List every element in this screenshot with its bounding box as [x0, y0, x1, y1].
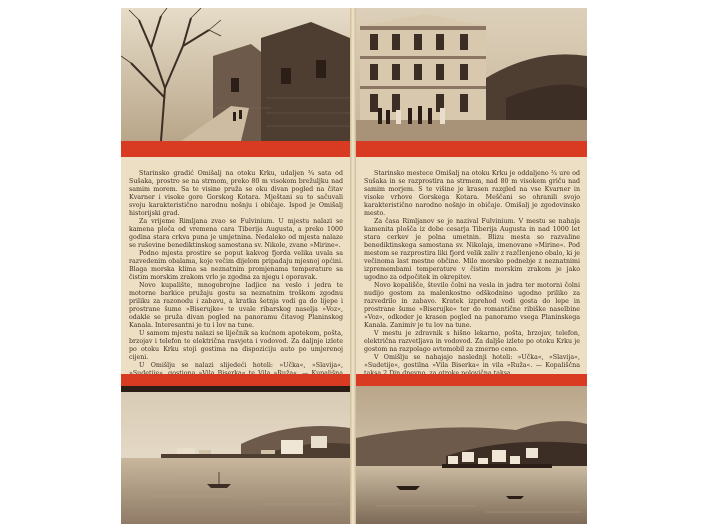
right-paragraph: V mestu je zdravnik s hišno lekarno, pošta, brzojav, telefon, električna razvetljava in vodovod. Za daljše izlete po otoku Krku je gostom na razpolago avtomobil za zmerno ceno. [364, 330, 580, 353]
left-paragraph: Starinsko gradić Omišalj na otoku Krku, udaljen ¾ sata od Sušaka, prostro se na strmom, preko 80 m visokom brežuljku nad samim morem. Sa te visine pruža se oku divan pogled na čitav Kvarner i visoke gore Gorskog Kotara. Mještani su to sačuvali svoju karakteristično narodnu nošnju i običaje. Ispod je Omišalj historijski grad. [129, 170, 343, 217]
left-paragraph: Za vrijeme Rimljana zvao se Fulvinium. U mjestu nalazi se kamena ploča od vremena cara Tiberija Augusta, a preko 1000 godina stara crkva puna je umjetnina. Nedaleko od mjesta nalaze se ruševine benediktinskog samostana sv. Nikole, zvane »Mirine«. [129, 218, 343, 249]
photo-hotel-building [356, 8, 587, 141]
left-paragraph: U Omišlju se nalazi slijedeći hoteli: »Učka«, »Slavija«, [139, 362, 343, 369]
left-text-block [129, 170, 343, 402]
red-band-top [121, 141, 350, 157]
right-paragraph: V Omišlju se nahajajo naslednji hoteli: »Učka«, »Slavija«, »Sudetije«, gostilna »Vila Biserka« in vila »Ruža«. — Kopališčna [364, 354, 580, 369]
right-paragraph: Novo kopališče, število čolni na vesla in jadra ter motorni čolni nudijo gostom za malenkostno odškodnino ugodno priliko za razvedrilo in zabavo. Kratek izprehod vodi gosta do lepe in prostrane šume »Biserujke« ter do romantične ribiške naselbine »Voz«, odkoder je krasen pogled na panoramo vsega Planinskega Kanala. Zanimiv je tu lov na tune. [364, 282, 580, 329]
red-band-top [356, 141, 587, 157]
red-band-bottom [356, 374, 587, 386]
right-paragraph: Starinsko mestece Omišalj na otoku Krku je oddaljeno ¾ ure od Sušaka in se razprostira na strmem, nad 80 m visokem griču nad samim morjem. S te višine je krasen razgled na vse Kvarner in visoke vrhove Gorskega Kotara. Meščani so ohranili svojo karakteristično narodno nošnjo in običaje. Omišalj je zgodovinsko mesto. [364, 170, 580, 217]
photo-old-town-street [121, 8, 350, 141]
left-paragraph: Podno mjesta prostire se poput kakvog fjorda velika uvala sa razvedenim obalama, koje večim dijelom pripadaju mjesnoj općini. Blaga morska klima sa neznatnim promjenama temperature sa čistim morskim zrakom vrlo je zgodna za njegu i oporavak. [129, 250, 343, 281]
left-panel [121, 8, 350, 524]
right-paragraph: Za časa Rimljanov se je nazival Fulvinium. V mestu se nahaja kamenita plošča iz dobe cesarja Tiberija Augusta in nad 1000 let stara cerkev je polna umetnin. Blizu mesta so razvaline benediktinskega samostana sv. Nikolaja, imenovane »Mirine«. Pod mestom se razprostira liki fjord velik zaliv z razčlenjeno obalo, ki je večinoma last mestne občine. Milo morsko podnebje z neznatnimi izpremembami temperature v čistim morskim zrakom je jako ugodno za odpočitek in okrepitev. [364, 218, 580, 281]
right-text-block [364, 170, 580, 402]
left-paragraph: Novo kupalište, mnogobrojne ladjice na veslo i jedra te motorne barkice pružaju gostu sa neznatnim troškom zgodnu priliku za razonodu i zabavu, a kratka šetnja vodi ga do lijepe i prostrane šume »Biserujke« te uvale ribarskog naselja »Voz«, odakle se pruža divan pogled na panoramu čitavog Planinskog Kanala. Interesantni je tu i lov na tune. [129, 282, 343, 329]
photo-harbour-view [121, 392, 350, 524]
red-band-bottom [121, 374, 350, 386]
right-panel [356, 8, 587, 524]
left-paragraph: U samom mjestu nalazi se liječnik sa kućnom apotekom, pošta, brzojav i telefon te električna rasvjeta i vodovod. Za daljnje izlete po otoku Krku stoji gostima na dispoziciju auto po umjerenoj cijeni. [129, 330, 343, 361]
brochure-spread [121, 8, 587, 524]
photo-coastal-village [356, 386, 587, 524]
